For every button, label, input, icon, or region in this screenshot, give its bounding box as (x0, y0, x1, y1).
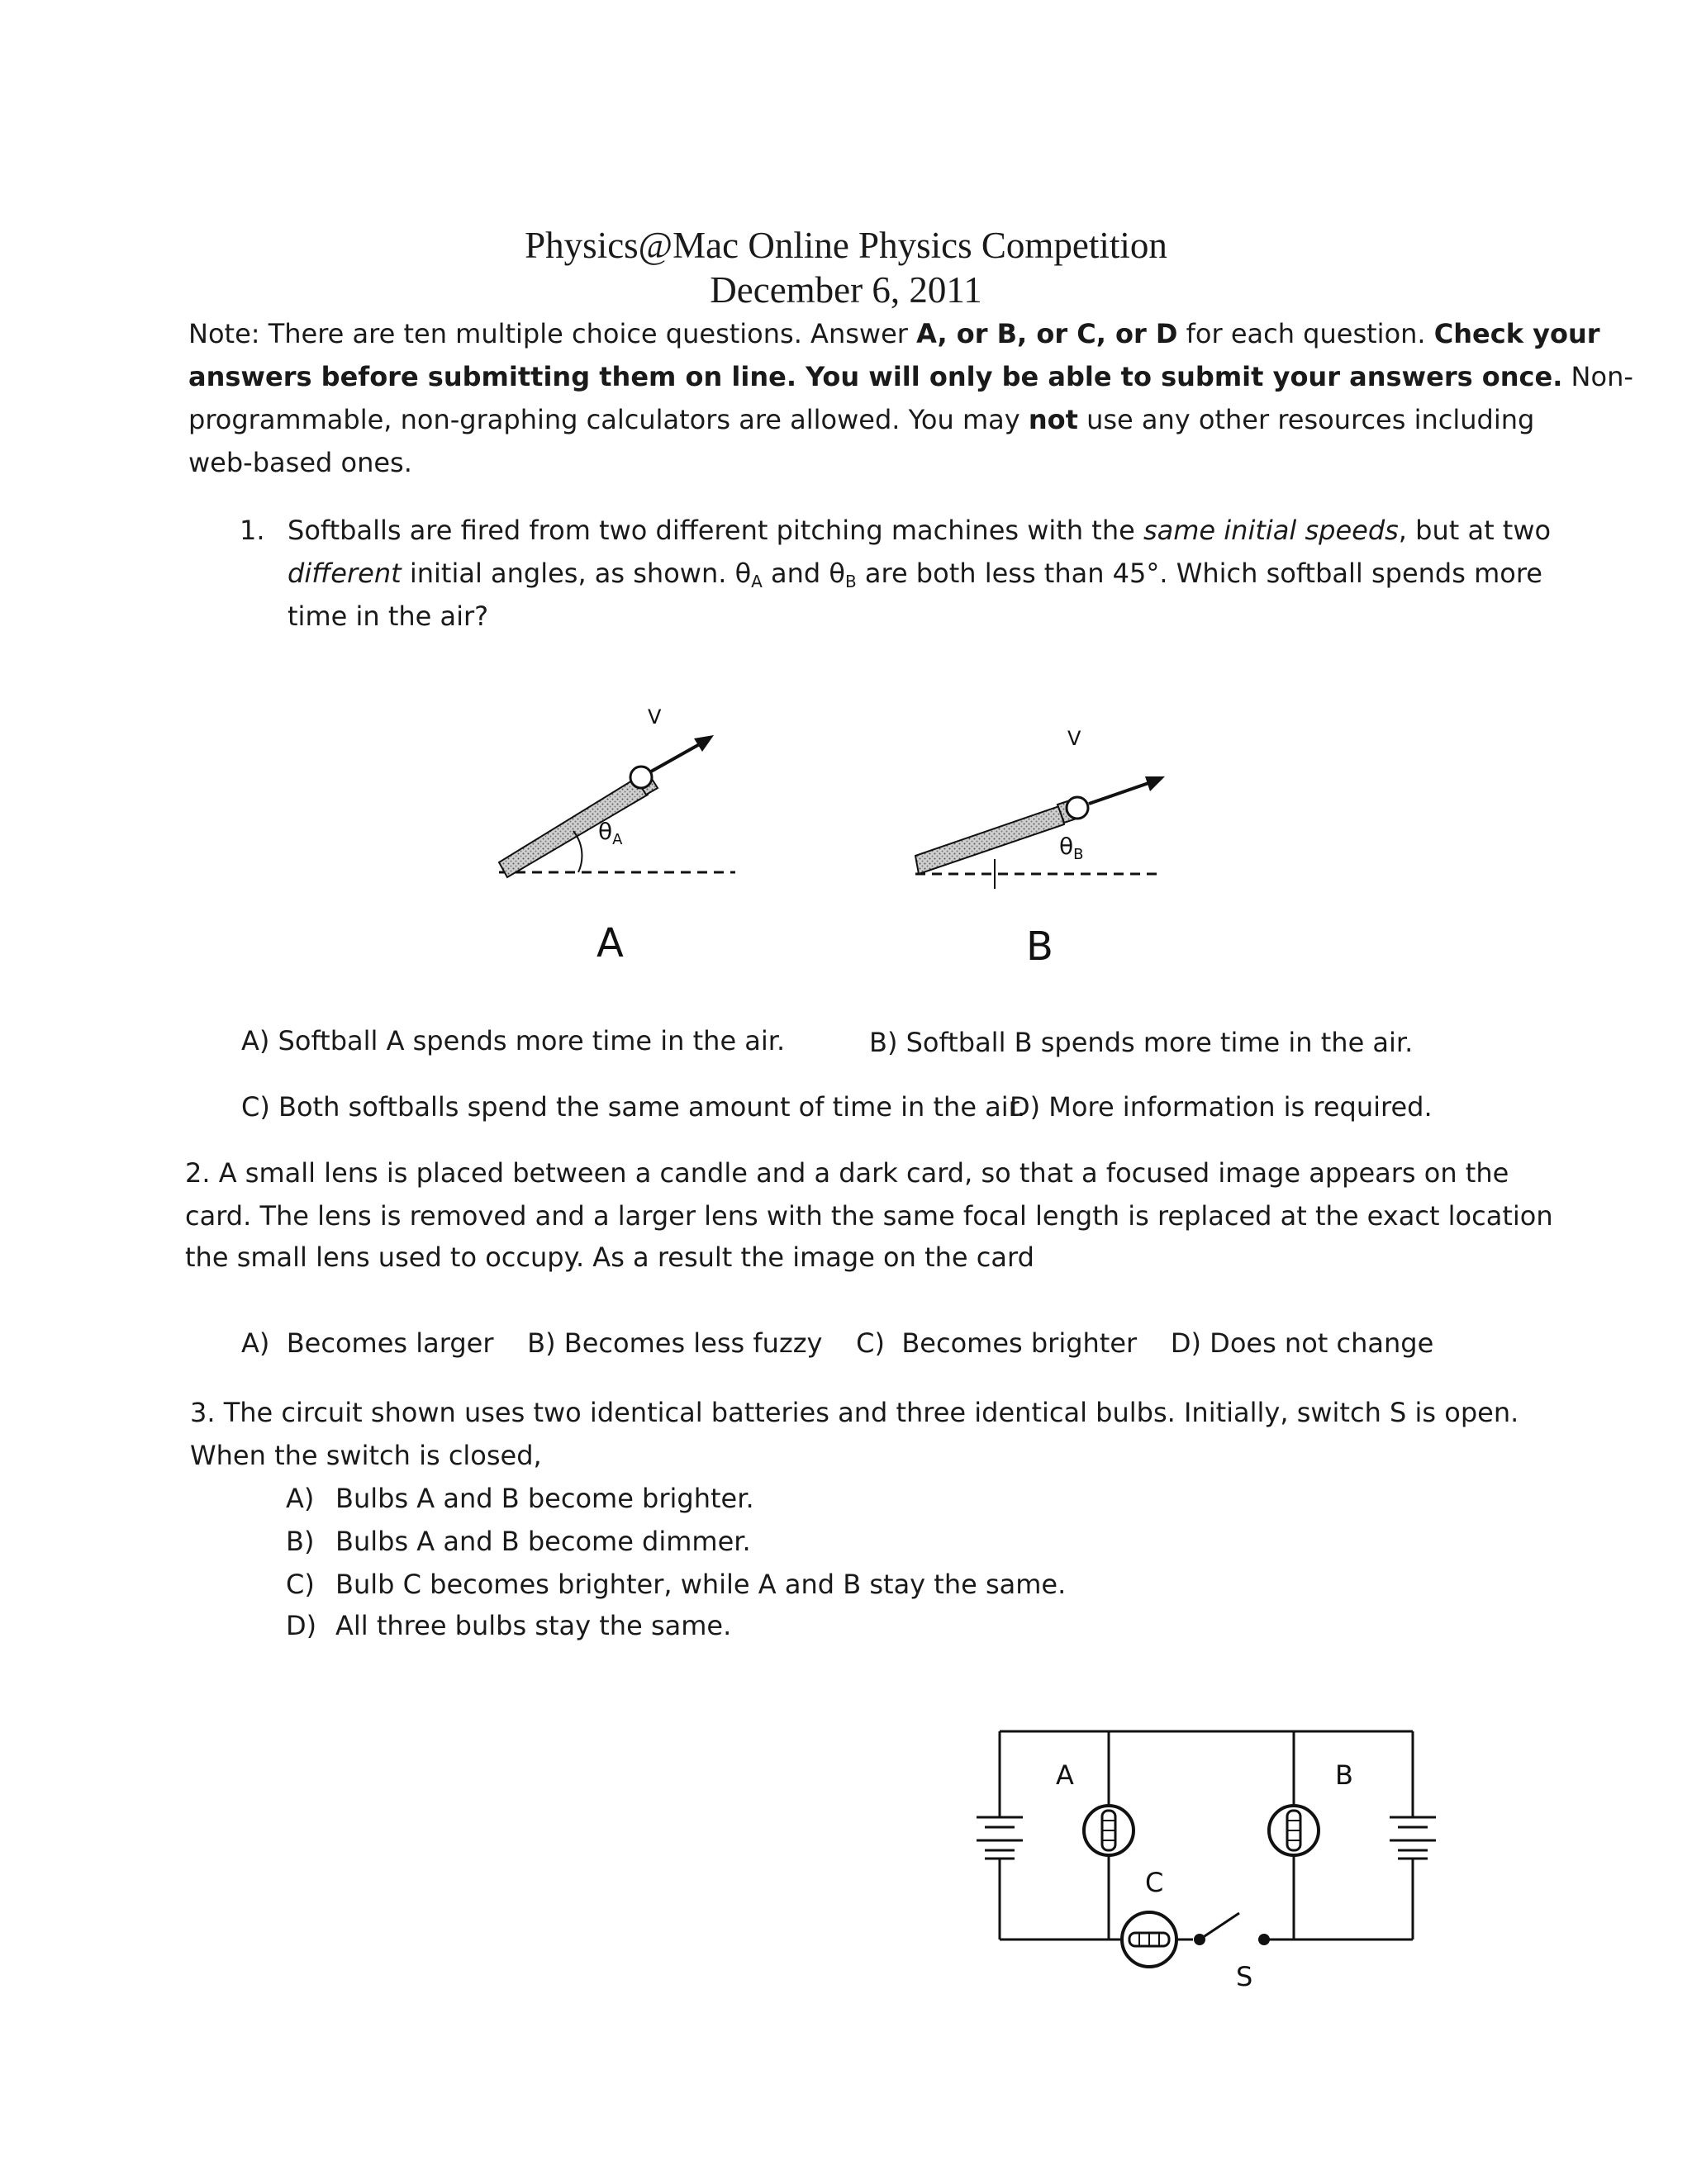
q2-options: A) Becomes larger B) Becomes less fuzzy C) Becomes brighter D) Does not change (241, 1327, 1434, 1359)
bulb-a-label: A (1056, 1759, 1074, 1791)
q3-option-b-text: Bulbs A and B become dimmer. (335, 1526, 751, 1557)
q1-option-a: A) Softball A spends more time in the air. (241, 1025, 786, 1056)
softball-a (630, 767, 652, 788)
velocity-arrow-b (1089, 781, 1153, 804)
velocity-arrow-a (651, 742, 704, 772)
q1-number: 1. (240, 515, 265, 546)
q1-line-1 (288, 509, 1551, 552)
switch-s (1194, 1913, 1270, 1945)
note-text: programmable, non-graphing calculators are allowed. You may (188, 404, 1029, 435)
machine-a (499, 705, 735, 877)
bulb-a (1084, 1806, 1134, 1855)
bulb-b-label: B (1335, 1759, 1353, 1791)
note-text: Note: There are ten multiple choice questions. Answer (188, 318, 917, 349)
q1-text: and θ (762, 558, 845, 589)
q3-option-a-text: Bulbs A and B become brighter. (335, 1483, 754, 1514)
note-line-2 (188, 355, 1633, 398)
bulb-b (1269, 1806, 1319, 1855)
q3-option-d-letter: D) (286, 1610, 317, 1641)
note-text: use any other resources including (1077, 404, 1535, 435)
note-line-1 (188, 312, 1600, 355)
page-date: December 6, 2011 (710, 269, 982, 311)
battery-right (1390, 1817, 1436, 1859)
q1-text: initial angles, as shown. θ (401, 558, 752, 589)
q1-option-b: B) Softball B spends more time in the air. (869, 1027, 1414, 1058)
launcher-barrel-b (915, 806, 1064, 874)
note-answer-choices: A, or B, or C, or D (916, 318, 1178, 349)
theta-a-label: $\theta_A$ (598, 818, 623, 848)
q1-option-c: C) Both softballs spend the same amount of time in the air. (241, 1091, 1026, 1123)
circuit-diagram (950, 1718, 1462, 1991)
switch-s-label: S (1236, 1961, 1253, 1991)
q1-option-d: D) More information is required. (1010, 1091, 1433, 1123)
q3-line-2: When the switch is closed, (190, 1440, 542, 1471)
q1-sub: A (751, 572, 763, 591)
q3-option-c-text: Bulb C becomes brighter, while A and B stay the same. (335, 1569, 1067, 1600)
velocity-label-b: V (1067, 727, 1081, 750)
q1-text: , but at two (1398, 515, 1552, 546)
bulb-c-label: C (1145, 1867, 1164, 1898)
q1-emphasis: different (288, 558, 402, 589)
softball-b (1067, 797, 1088, 819)
projectile-figure (463, 694, 1206, 975)
q1-sub: B (844, 572, 857, 591)
q3-option-a-letter: A) (286, 1483, 315, 1514)
note-line-4: web-based ones. (188, 447, 412, 478)
bulb-c (1122, 1912, 1176, 1967)
note-text: for each question. (1177, 318, 1434, 349)
q3-line-1: 3. The circuit shown uses two identical batteries and three identical bulbs. Initially, switch S is open. (190, 1397, 1519, 1428)
q1-text: Softballs are fired from two different pitching machines with the (288, 515, 1143, 546)
q2-line-3: the small lens used to occupy. As a result the image on the card (185, 1242, 1034, 1273)
q1-line-3: time in the air? (288, 601, 489, 632)
q3-option-c-letter: C) (286, 1569, 315, 1600)
note-text: Non- (1562, 361, 1633, 392)
q2-line-2: card. The lens is removed and a larger lens with the same focal length is replaced at the exact location (185, 1200, 1553, 1232)
q3-option-b-letter: B) (286, 1526, 315, 1557)
battery-left (977, 1817, 1023, 1859)
note-check-warning: Check your (1433, 318, 1600, 349)
figure-label-b: B (1026, 923, 1053, 970)
launcher-barrel-a (499, 778, 648, 877)
note-not: not (1028, 404, 1078, 435)
q3-option-d-text: All three bulbs stay the same. (335, 1610, 732, 1641)
note-submit-warning: answers before submitting them on line. You will only be able to submit your answers once. (188, 361, 1563, 392)
note-line-3 (188, 398, 1534, 441)
figure-label-a: A (596, 920, 624, 966)
q2-line-1: 2. A small lens is placed between a candle and a dark card, so that a focused image appears on the (185, 1157, 1509, 1189)
theta-b-label: $\theta_B$ (1059, 833, 1084, 863)
machine-b (915, 727, 1165, 889)
velocity-label-a: V (648, 705, 662, 729)
q1-emphasis: same initial speeds (1143, 515, 1399, 546)
q1-text: are both less than 45°. Which softball spends more (856, 558, 1542, 589)
page-title: Physics@Mac Online Physics Competition (525, 225, 1167, 266)
